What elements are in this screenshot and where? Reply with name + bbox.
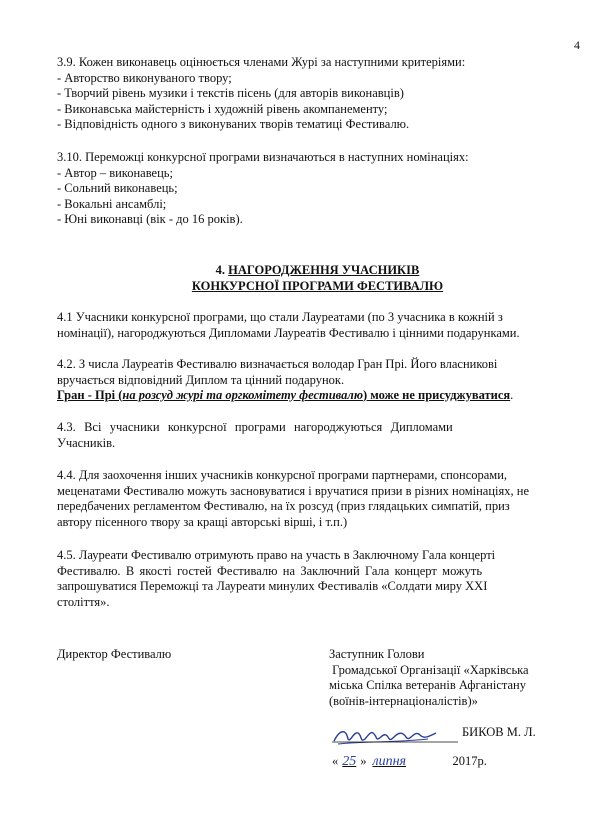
criteria-item: - Творчий рівень музики і текстів пісень (для авторів виконавців) xyxy=(57,86,404,100)
date-month: липня xyxy=(372,754,407,769)
paragraph-line: 4.4. Для заохочення інших учасників конкурсної програми партнерами, спонсорами, xyxy=(57,468,508,482)
nomination-item: - Автор – виконавець; xyxy=(57,165,173,180)
criteria-item: - Виконавська майстерність і художній рівень акомпанементу; xyxy=(57,101,388,116)
heading-line-1: НАГОРОДЖЕННЯ УЧАСНИКІВ xyxy=(228,263,420,277)
date-open-quote: « xyxy=(332,754,339,768)
paragraph-line: 4.1 Учасники конкурсної програми, що стали Лауреатами (по 3 учасника в кожній з xyxy=(57,310,503,324)
date-close-quote: » xyxy=(360,754,367,768)
paragraph-4-2 xyxy=(57,357,578,404)
criteria-item: - Авторство виконуваного твору; xyxy=(57,70,232,85)
section-3-10-intro: 3.10. Переможці конкурсної програми визначаються в наступних номінаціях: xyxy=(57,150,469,164)
paragraph-4-1 xyxy=(57,310,578,341)
page-number: 4 xyxy=(574,38,580,52)
nomination-item: - Сольний виконавець; xyxy=(57,181,178,195)
date-year: 2017р. xyxy=(452,754,487,768)
paragraph-line: 4.2. З числа Лауреатів Фестивалю визначається володар Гран Прі. Його власникові xyxy=(57,357,498,371)
section-3-9 xyxy=(57,55,578,133)
paragraph-line: Фестивалю. В якості гостей Фестивалю на Заключний Гала концерт можуть xyxy=(57,563,483,578)
deputy-title-line: (воїнів-інтернаціоналістів)» xyxy=(329,693,478,708)
paragraph-line: Учасників. xyxy=(57,435,116,450)
date-day: 25 xyxy=(342,754,357,769)
nomination-item: - Юні виконавці (вік - до 16 років). xyxy=(57,212,243,226)
paragraph-line: вручається відповідний Диплом та цінний подарунок. xyxy=(57,372,345,387)
nomination-item: - Вокальні ансамблі; xyxy=(57,196,167,211)
deputy-title-block xyxy=(329,647,529,709)
paragraph-4-5 xyxy=(57,548,578,610)
criteria-item: - Відповідність одного з виконуваних творів тематиці Фестивалю. xyxy=(57,117,410,131)
director-title: Директор Фестивалю xyxy=(57,647,172,661)
section-3-10 xyxy=(57,150,578,228)
heading-line-2: КОНКУРСНОЇ ПРОГРАМИ ФЕСТИВАЛЮ xyxy=(191,278,444,293)
paragraph-line: запрошуватися Переможці та Лауреати минулих Фестивалів «Солдати миру XXI xyxy=(57,579,488,593)
signature-date xyxy=(332,754,487,776)
deputy-title-line: Заступник Голови xyxy=(329,647,425,661)
deputy-title-line: Громадської Організації «Харківська xyxy=(329,662,529,677)
grand-prix-note: Гран - Прі (на розсуд журі та оргкомітету фестивалю) може не присуджуватися. xyxy=(57,388,514,402)
paragraph-line: 4.5. Лауреати Фестивалю отримують право на участь в Заключному Гала концерті xyxy=(57,548,496,562)
section-4-heading xyxy=(57,263,578,294)
signer-name: БИКОВ М. Л. xyxy=(462,725,536,739)
paragraph-line: меценатами Фестивалю можуть засновуватися і вручатися призи в різних номінаціях, не xyxy=(57,483,530,498)
section-3-9-intro: 3.9. Кожен виконавець оцінюється членами Журі за наступними критеріями: xyxy=(57,55,466,69)
paragraph-line: 4.3. Всі учасники конкурсної програми нагороджуються Дипломами xyxy=(57,420,453,434)
paragraph-line: автору пісенного твору за кращі авторські вірші, і т.п.) xyxy=(57,514,348,529)
paragraph-line: номінації), нагороджуються Дипломами Лауреатів Фестивалю і цінними подарунками. xyxy=(57,325,520,340)
paragraph-4-3 xyxy=(57,420,578,451)
heading-number: 4. xyxy=(215,263,229,277)
paragraph-line: передбачених регламентом Фестивалю, на їх розсуд (приз глядацьких симпатій, приз xyxy=(57,499,510,513)
paragraph-4-4 xyxy=(57,468,578,530)
paragraph-line: століття». xyxy=(57,594,110,609)
deputy-title-line: міська Спілка ветеранів Афганістану xyxy=(329,678,526,692)
